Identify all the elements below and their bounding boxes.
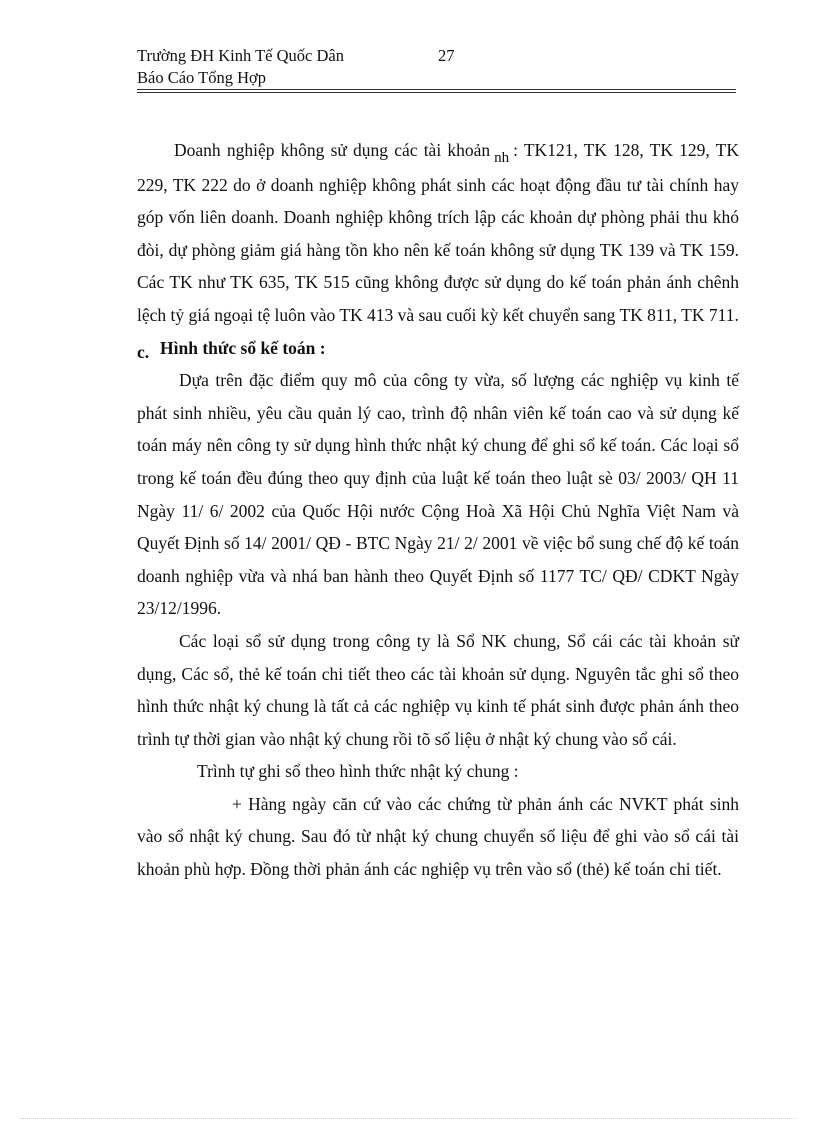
paragraph-ledgers-used: Các loại sổ sử dụng trong công ty là Sổ NK chung, Sổ cái các tài khoản sử dụng, Các sổ, thẻ kế toán chi tiết theo các tài khoản sử dụng. Nguyên tắc ghi sổ theo hình thức nhật ký chung là tất cả các nghiệp vụ kinh tế phát sinh được phản ánh theo trình tự thời gian vào nhật ký chung rồi tõ số liệu ở nhật ký chung vào sổ cái.	[137, 630, 739, 749]
paragraph-accounts-unused	[137, 134, 739, 332]
paragraph-accounts-unused-rest: : TK121, TK 128, TK 129, TK 229, TK 222 do ở doanh nghiệp không phát sinh các hoạt động đầu tư tài chính hay góp vốn liên doanh. Doanh nghiệp không trích lập các khoản dự phòng phải thu khó đòi, dự phòng giảm giá hàng tồn kho nên kế toán không sử dụng TK 139 và TK 159. Các TK như TK 635, TK 515 cũng không được sử dụng do kế toán phản ánh chênh lệch tỷ giá ngoại tệ luôn vào TK 413 và sau cuối kỳ kết chuyển sang TK 811, TK 711.	[137, 140, 739, 325]
sequence-title: Trình tự ghi sổ theo hình thức nhật ký chung :	[197, 761, 519, 782]
section-heading-bookkeeping-form	[137, 332, 739, 365]
header-report-title: Báo Cáo Tổng Hợp	[137, 68, 266, 87]
header-page-number: 27	[438, 46, 455, 65]
section-heading-letter: c.	[137, 341, 150, 362]
paragraph-daily-procedure: + Hàng ngày căn cứ vào các chứng từ phản ánh các NVKT phát sinh vào sổ nhật ký chung. Sau đó từ nhật ký chung chuyển số liệu để ghi vào sổ cái tài khoản phù hợp. Đồng thời phản ánh các nghiệp vụ trên vào sổ (thẻ) kế toán chi tiết.	[137, 793, 739, 880]
paragraph-bookkeeping-basis: Dựa trên đặc điểm quy mô của công ty vừa, số lượng các nghiệp vụ kinh tế phát sinh nhiều, yêu cầu quản lý cao, trình độ nhân viên kế toán cao và sử dụng kế toán máy nên công ty sử dụng hình thức nhật ký chung để ghi sổ kế toán. Các loại sổ trong kế toán đều đúng theo quy định của luật kế toán theo luật sè 03/ 2003/ QH 11 Ngày 11/ 6/ 2002 của Quốc Hội nước Cộng Hoà Xã Hội Chủ Nghĩa Việt Nam và Quyết Định số 14/ 2001/ QĐ - BTC Ngày 21/ 2/ 2001 về việc bổ sung chế độ kế toán doanh nghiệp vừa và nhá ban hành theo Quyết Định số 1177 TC/ QĐ/ CDKT Ngày 23/12/1996.	[137, 370, 739, 619]
subscript-nh: nh	[494, 150, 510, 166]
paragraph-accounts-unused-start: Doanh nghiệp không sử dụng các tài khoản	[174, 140, 491, 160]
header-divider	[137, 89, 736, 93]
footer-dotted-border	[20, 1118, 796, 1119]
section-heading-text: Hình thức sổ kế toán :	[160, 337, 326, 358]
document-body	[137, 134, 739, 886]
header-school-name: Trường ĐH Kinh Tế Quốc Dân	[137, 46, 344, 65]
